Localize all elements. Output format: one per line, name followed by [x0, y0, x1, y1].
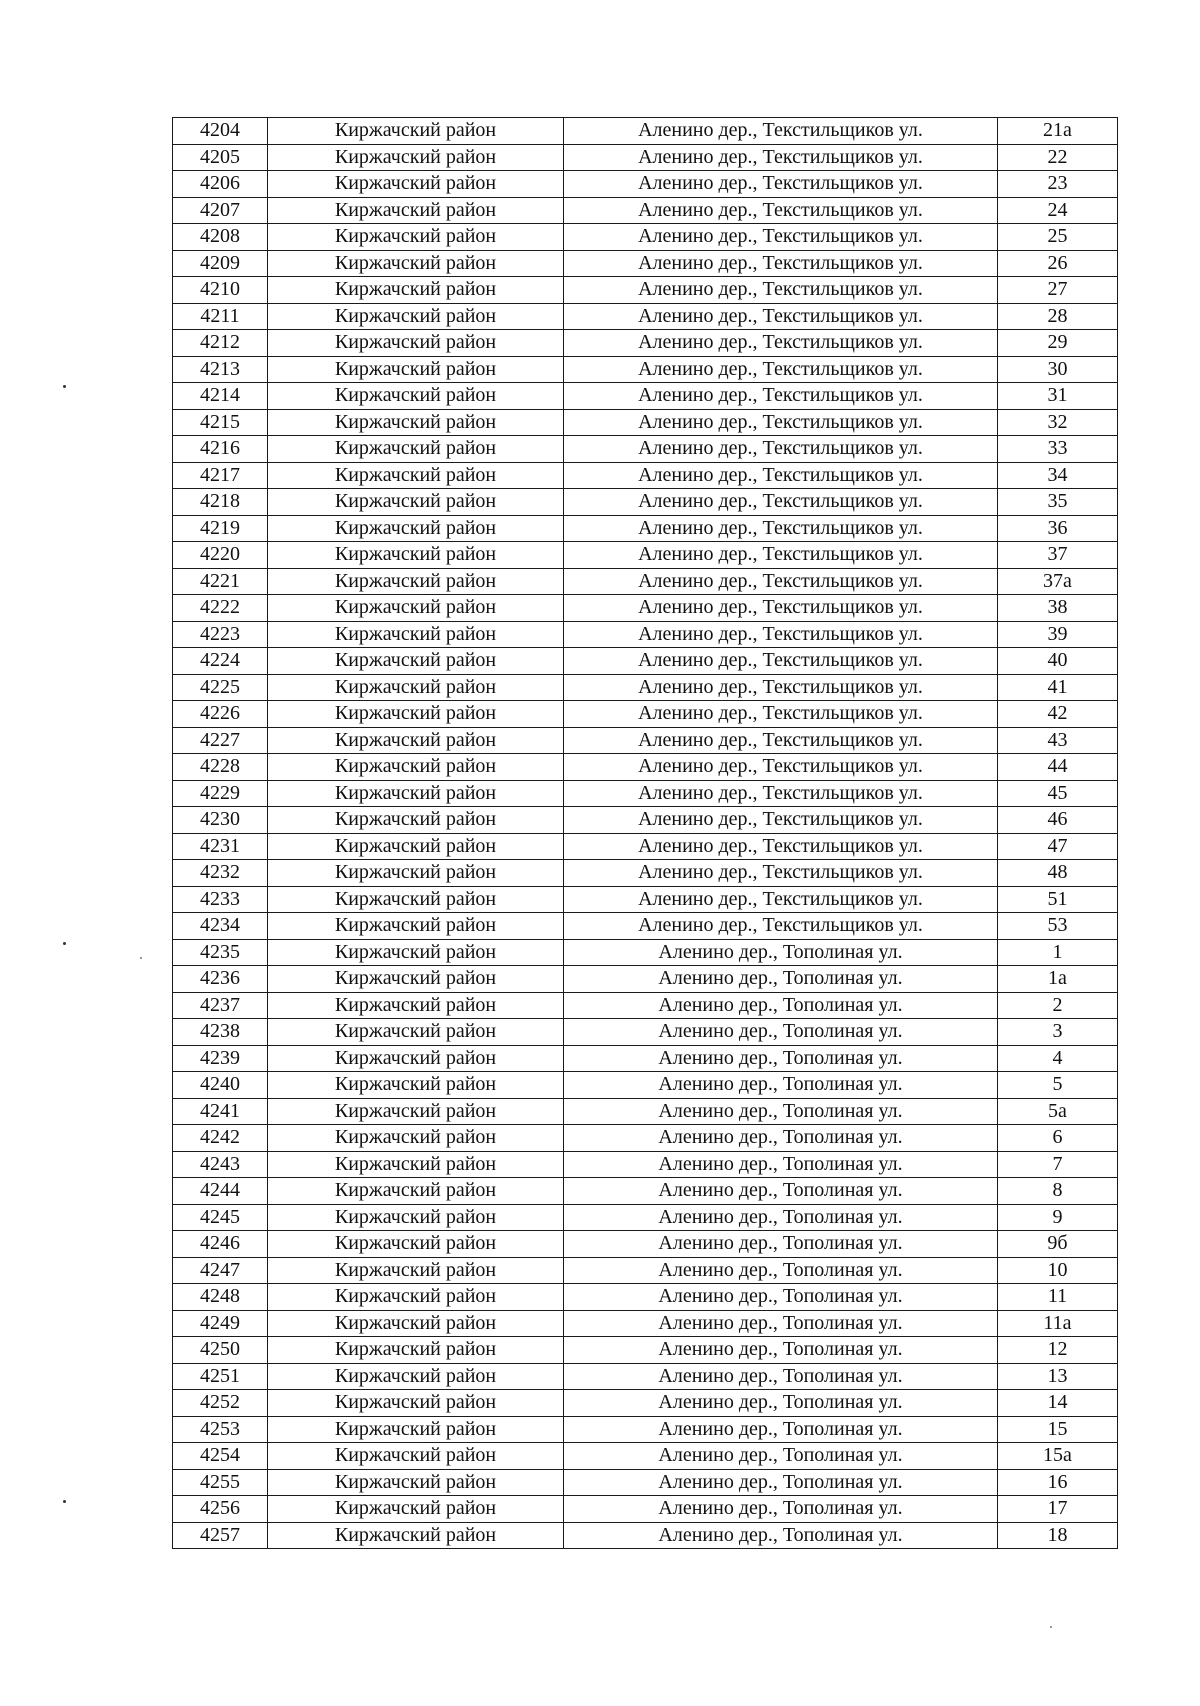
row-number-cell: 4246 — [173, 1231, 268, 1258]
house-number-cell: 5а — [998, 1098, 1118, 1125]
house-number-cell: 48 — [998, 860, 1118, 887]
table-row — [173, 171, 1118, 198]
house-number-cell: 35 — [998, 489, 1118, 516]
house-number-cell: 5 — [998, 1072, 1118, 1099]
table-row — [173, 1072, 1118, 1099]
district-cell: Киржачский район — [268, 833, 564, 860]
house-number-cell: 16 — [998, 1469, 1118, 1496]
district-cell: Киржачский район — [268, 701, 564, 728]
district-cell: Киржачский район — [268, 1337, 564, 1364]
row-number-cell: 4247 — [173, 1257, 268, 1284]
row-number-cell: 4238 — [173, 1019, 268, 1046]
house-number-cell: 15а — [998, 1443, 1118, 1470]
house-number-cell: 47 — [998, 833, 1118, 860]
row-number-cell: 4243 — [173, 1151, 268, 1178]
district-cell: Киржачский район — [268, 330, 564, 357]
district-cell: Киржачский район — [268, 1098, 564, 1125]
row-number-cell: 4213 — [173, 356, 268, 383]
address-cell: Аленино дер., Тополиная ул. — [564, 1390, 998, 1417]
house-number-cell: 22 — [998, 144, 1118, 171]
address-cell: Аленино дер., Тополиная ул. — [564, 1363, 998, 1390]
house-number-cell: 36 — [998, 515, 1118, 542]
address-cell: Аленино дер., Тополиная ул. — [564, 1496, 998, 1523]
table-row — [173, 1469, 1118, 1496]
scan-speck — [63, 1500, 66, 1503]
house-number-cell: 11 — [998, 1284, 1118, 1311]
address-cell: Аленино дер., Текстильщиков ул. — [564, 330, 998, 357]
table-row — [173, 913, 1118, 940]
table-row — [173, 515, 1118, 542]
table-row — [173, 1019, 1118, 1046]
address-cell: Аленино дер., Текстильщиков ул. — [564, 250, 998, 277]
scan-speck — [1050, 1626, 1052, 1628]
district-cell: Киржачский район — [268, 568, 564, 595]
address-cell: Аленино дер., Текстильщиков ул. — [564, 409, 998, 436]
row-number-cell: 4249 — [173, 1310, 268, 1337]
house-number-cell: 37 — [998, 542, 1118, 569]
row-number-cell: 4241 — [173, 1098, 268, 1125]
address-cell: Аленино дер., Тополиная ул. — [564, 1284, 998, 1311]
district-cell: Киржачский район — [268, 966, 564, 993]
district-cell: Киржачский район — [268, 913, 564, 940]
table-row — [173, 886, 1118, 913]
address-cell: Аленино дер., Текстильщиков ул. — [564, 833, 998, 860]
address-cell: Аленино дер., Тополиная ул. — [564, 966, 998, 993]
district-cell: Киржачский район — [268, 1045, 564, 1072]
district-cell: Киржачский район — [268, 886, 564, 913]
row-number-cell: 4209 — [173, 250, 268, 277]
district-cell: Киржачский район — [268, 939, 564, 966]
address-cell: Аленино дер., Тополиная ул. — [564, 1204, 998, 1231]
row-number-cell: 4204 — [173, 118, 268, 145]
district-cell: Киржачский район — [268, 1231, 564, 1258]
house-number-cell: 4 — [998, 1045, 1118, 1072]
table-row — [173, 436, 1118, 463]
row-number-cell: 4220 — [173, 542, 268, 569]
table-row — [173, 1125, 1118, 1152]
district-cell: Киржачский район — [268, 197, 564, 224]
row-number-cell: 4242 — [173, 1125, 268, 1152]
house-number-cell: 32 — [998, 409, 1118, 436]
row-number-cell: 4227 — [173, 727, 268, 754]
table-row — [173, 1337, 1118, 1364]
table-row — [173, 197, 1118, 224]
address-cell: Аленино дер., Текстильщиков ул. — [564, 118, 998, 145]
table-row — [173, 1390, 1118, 1417]
table-row — [173, 727, 1118, 754]
table-row — [173, 1231, 1118, 1258]
address-cell: Аленино дер., Тополиная ул. — [564, 1522, 998, 1549]
district-cell: Киржачский район — [268, 1019, 564, 1046]
address-cell: Аленино дер., Тополиная ул. — [564, 1019, 998, 1046]
house-number-cell: 9б — [998, 1231, 1118, 1258]
house-number-cell: 12 — [998, 1337, 1118, 1364]
table-row — [173, 939, 1118, 966]
district-cell: Киржачский район — [268, 754, 564, 781]
district-cell: Киржачский район — [268, 1496, 564, 1523]
table-row — [173, 1098, 1118, 1125]
house-number-cell: 43 — [998, 727, 1118, 754]
address-cell: Аленино дер., Текстильщиков ул. — [564, 144, 998, 171]
row-number-cell: 4222 — [173, 595, 268, 622]
house-number-cell: 23 — [998, 171, 1118, 198]
address-cell: Аленино дер., Текстильщиков ул. — [564, 568, 998, 595]
row-number-cell: 4245 — [173, 1204, 268, 1231]
district-cell: Киржачский район — [268, 621, 564, 648]
district-cell: Киржачский район — [268, 807, 564, 834]
scan-speck — [63, 942, 66, 945]
district-cell: Киржачский район — [268, 595, 564, 622]
house-number-cell: 15 — [998, 1416, 1118, 1443]
district-cell: Киржачский район — [268, 277, 564, 304]
address-cell: Аленино дер., Тополиная ул. — [564, 1257, 998, 1284]
row-number-cell: 4208 — [173, 224, 268, 251]
house-number-cell: 45 — [998, 780, 1118, 807]
house-number-cell: 7 — [998, 1151, 1118, 1178]
row-number-cell: 4216 — [173, 436, 268, 463]
address-cell: Аленино дер., Тополиная ул. — [564, 939, 998, 966]
address-cell: Аленино дер., Текстильщиков ул. — [564, 356, 998, 383]
district-cell: Киржачский район — [268, 674, 564, 701]
house-number-cell: 25 — [998, 224, 1118, 251]
address-cell: Аленино дер., Текстильщиков ул. — [564, 886, 998, 913]
row-number-cell: 4239 — [173, 1045, 268, 1072]
table-row — [173, 1443, 1118, 1470]
house-number-cell: 46 — [998, 807, 1118, 834]
table-row — [173, 250, 1118, 277]
address-cell: Аленино дер., Текстильщиков ул. — [564, 913, 998, 940]
address-cell: Аленино дер., Текстильщиков ул. — [564, 515, 998, 542]
house-number-cell: 3 — [998, 1019, 1118, 1046]
address-cell: Аленино дер., Текстильщиков ул. — [564, 701, 998, 728]
house-number-cell: 44 — [998, 754, 1118, 781]
address-cell: Аленино дер., Тополиная ул. — [564, 1231, 998, 1258]
address-cell: Аленино дер., Текстильщиков ул. — [564, 727, 998, 754]
row-number-cell: 4232 — [173, 860, 268, 887]
district-cell: Киржачский район — [268, 727, 564, 754]
district-cell: Киржачский район — [268, 224, 564, 251]
house-number-cell: 33 — [998, 436, 1118, 463]
table-row — [173, 356, 1118, 383]
house-number-cell: 6 — [998, 1125, 1118, 1152]
district-cell: Киржачский район — [268, 1072, 564, 1099]
house-number-cell: 26 — [998, 250, 1118, 277]
table-row — [173, 383, 1118, 410]
address-cell: Аленино дер., Тополиная ул. — [564, 1310, 998, 1337]
table-row — [173, 303, 1118, 330]
table-row — [173, 330, 1118, 357]
table-row — [173, 409, 1118, 436]
district-cell: Киржачский район — [268, 436, 564, 463]
table-row — [173, 277, 1118, 304]
address-cell: Аленино дер., Тополиная ул. — [564, 1072, 998, 1099]
row-number-cell: 4212 — [173, 330, 268, 357]
district-cell: Киржачский район — [268, 1310, 564, 1337]
district-cell: Киржачский район — [268, 1416, 564, 1443]
district-cell: Киржачский район — [268, 489, 564, 516]
row-number-cell: 4219 — [173, 515, 268, 542]
address-cell: Аленино дер., Тополиная ул. — [564, 1443, 998, 1470]
address-cell: Аленино дер., Тополиная ул. — [564, 992, 998, 1019]
row-number-cell: 4205 — [173, 144, 268, 171]
district-cell: Киржачский район — [268, 356, 564, 383]
address-cell: Аленино дер., Текстильщиков ул. — [564, 436, 998, 463]
district-cell: Киржачский район — [268, 462, 564, 489]
row-number-cell: 4253 — [173, 1416, 268, 1443]
row-number-cell: 4224 — [173, 648, 268, 675]
table-row — [173, 1416, 1118, 1443]
address-cell: Аленино дер., Текстильщиков ул. — [564, 648, 998, 675]
house-number-cell: 39 — [998, 621, 1118, 648]
address-registry-body — [173, 118, 1118, 1549]
table-row — [173, 1045, 1118, 1072]
row-number-cell: 4221 — [173, 568, 268, 595]
table-row — [173, 1204, 1118, 1231]
table-row — [173, 1310, 1118, 1337]
address-cell: Аленино дер., Тополиная ул. — [564, 1178, 998, 1205]
district-cell: Киржачский район — [268, 118, 564, 145]
row-number-cell: 4254 — [173, 1443, 268, 1470]
district-cell: Киржачский район — [268, 1125, 564, 1152]
address-cell: Аленино дер., Тополиная ул. — [564, 1045, 998, 1072]
table-row — [173, 1284, 1118, 1311]
row-number-cell: 4217 — [173, 462, 268, 489]
address-cell: Аленино дер., Текстильщиков ул. — [564, 171, 998, 198]
address-cell: Аленино дер., Текстильщиков ул. — [564, 462, 998, 489]
district-cell: Киржачский район — [268, 515, 564, 542]
address-cell: Аленино дер., Текстильщиков ул. — [564, 674, 998, 701]
row-number-cell: 4206 — [173, 171, 268, 198]
row-number-cell: 4229 — [173, 780, 268, 807]
table-row — [173, 462, 1118, 489]
district-cell: Киржачский район — [268, 1151, 564, 1178]
address-cell: Аленино дер., Текстильщиков ул. — [564, 754, 998, 781]
row-number-cell: 4255 — [173, 1469, 268, 1496]
row-number-cell: 4236 — [173, 966, 268, 993]
row-number-cell: 4226 — [173, 701, 268, 728]
district-cell: Киржачский район — [268, 409, 564, 436]
row-number-cell: 4228 — [173, 754, 268, 781]
table-row — [173, 860, 1118, 887]
row-number-cell: 4211 — [173, 303, 268, 330]
row-number-cell: 4223 — [173, 621, 268, 648]
row-number-cell: 4252 — [173, 1390, 268, 1417]
district-cell: Киржачский район — [268, 1363, 564, 1390]
house-number-cell: 13 — [998, 1363, 1118, 1390]
table-row — [173, 621, 1118, 648]
table-row — [173, 754, 1118, 781]
house-number-cell: 14 — [998, 1390, 1118, 1417]
district-cell: Киржачский район — [268, 1390, 564, 1417]
address-cell: Аленино дер., Текстильщиков ул. — [564, 383, 998, 410]
district-cell: Киржачский район — [268, 1469, 564, 1496]
row-number-cell: 4251 — [173, 1363, 268, 1390]
table-row — [173, 1178, 1118, 1205]
table-row — [173, 1257, 1118, 1284]
house-number-cell: 38 — [998, 595, 1118, 622]
house-number-cell: 51 — [998, 886, 1118, 913]
house-number-cell: 27 — [998, 277, 1118, 304]
district-cell: Киржачский район — [268, 1522, 564, 1549]
address-registry-table — [172, 117, 1118, 1549]
house-number-cell: 24 — [998, 197, 1118, 224]
table-row — [173, 542, 1118, 569]
table-row — [173, 595, 1118, 622]
row-number-cell: 4231 — [173, 833, 268, 860]
address-cell: Аленино дер., Текстильщиков ул. — [564, 489, 998, 516]
house-number-cell: 40 — [998, 648, 1118, 675]
house-number-cell: 31 — [998, 383, 1118, 410]
address-cell: Аленино дер., Тополиная ул. — [564, 1151, 998, 1178]
address-cell: Аленино дер., Текстильщиков ул. — [564, 277, 998, 304]
district-cell: Киржачский район — [268, 992, 564, 1019]
address-cell: Аленино дер., Тополиная ул. — [564, 1416, 998, 1443]
table-row — [173, 992, 1118, 1019]
district-cell: Киржачский район — [268, 648, 564, 675]
row-number-cell: 4218 — [173, 489, 268, 516]
house-number-cell: 8 — [998, 1178, 1118, 1205]
address-cell: Аленино дер., Текстильщиков ул. — [564, 542, 998, 569]
row-number-cell: 4257 — [173, 1522, 268, 1549]
house-number-cell: 11а — [998, 1310, 1118, 1337]
address-cell: Аленино дер., Тополиная ул. — [564, 1469, 998, 1496]
row-number-cell: 4235 — [173, 939, 268, 966]
table-row — [173, 674, 1118, 701]
house-number-cell: 2 — [998, 992, 1118, 1019]
house-number-cell: 28 — [998, 303, 1118, 330]
district-cell: Киржачский район — [268, 383, 564, 410]
house-number-cell: 18 — [998, 1522, 1118, 1549]
district-cell: Киржачский район — [268, 171, 564, 198]
house-number-cell: 17 — [998, 1496, 1118, 1523]
address-cell: Аленино дер., Текстильщиков ул. — [564, 621, 998, 648]
house-number-cell: 1 — [998, 939, 1118, 966]
row-number-cell: 4234 — [173, 913, 268, 940]
district-cell: Киржачский район — [268, 1443, 564, 1470]
district-cell: Киржачский район — [268, 303, 564, 330]
row-number-cell: 4207 — [173, 197, 268, 224]
table-row — [173, 568, 1118, 595]
district-cell: Киржачский район — [268, 144, 564, 171]
table-row — [173, 1496, 1118, 1523]
row-number-cell: 4210 — [173, 277, 268, 304]
table-row — [173, 224, 1118, 251]
house-number-cell: 41 — [998, 674, 1118, 701]
district-cell: Киржачский район — [268, 780, 564, 807]
house-number-cell: 42 — [998, 701, 1118, 728]
table-row — [173, 833, 1118, 860]
row-number-cell: 4256 — [173, 1496, 268, 1523]
table-row — [173, 648, 1118, 675]
table-row — [173, 118, 1118, 145]
address-cell: Аленино дер., Тополиная ул. — [564, 1337, 998, 1364]
district-cell: Киржачский район — [268, 1178, 564, 1205]
district-cell: Киржачский район — [268, 542, 564, 569]
district-cell: Киржачский район — [268, 1284, 564, 1311]
address-cell: Аленино дер., Тополиная ул. — [564, 1098, 998, 1125]
house-number-cell: 30 — [998, 356, 1118, 383]
row-number-cell: 4244 — [173, 1178, 268, 1205]
district-cell: Киржачский район — [268, 1204, 564, 1231]
table-row — [173, 701, 1118, 728]
house-number-cell: 9 — [998, 1204, 1118, 1231]
house-number-cell: 10 — [998, 1257, 1118, 1284]
row-number-cell: 4233 — [173, 886, 268, 913]
house-number-cell: 34 — [998, 462, 1118, 489]
district-cell: Киржачский район — [268, 250, 564, 277]
row-number-cell: 4250 — [173, 1337, 268, 1364]
address-cell: Аленино дер., Текстильщиков ул. — [564, 224, 998, 251]
table-row — [173, 144, 1118, 171]
table-row — [173, 966, 1118, 993]
house-number-cell: 53 — [998, 913, 1118, 940]
address-cell: Аленино дер., Тополиная ул. — [564, 1125, 998, 1152]
address-cell: Аленино дер., Текстильщиков ул. — [564, 303, 998, 330]
house-number-cell: 21а — [998, 118, 1118, 145]
address-cell: Аленино дер., Текстильщиков ул. — [564, 807, 998, 834]
district-cell: Киржачский район — [268, 1257, 564, 1284]
row-number-cell: 4225 — [173, 674, 268, 701]
row-number-cell: 4237 — [173, 992, 268, 1019]
row-number-cell: 4215 — [173, 409, 268, 436]
row-number-cell: 4230 — [173, 807, 268, 834]
house-number-cell: 1а — [998, 966, 1118, 993]
district-cell: Киржачский район — [268, 860, 564, 887]
house-number-cell: 37а — [998, 568, 1118, 595]
table-row — [173, 807, 1118, 834]
scan-speck — [63, 385, 66, 388]
address-cell: Аленино дер., Текстильщиков ул. — [564, 860, 998, 887]
address-cell: Аленино дер., Текстильщиков ул. — [564, 595, 998, 622]
row-number-cell: 4248 — [173, 1284, 268, 1311]
table-row — [173, 1151, 1118, 1178]
house-number-cell: 29 — [998, 330, 1118, 357]
row-number-cell: 4240 — [173, 1072, 268, 1099]
table-row — [173, 1522, 1118, 1549]
table-row — [173, 780, 1118, 807]
table-row — [173, 489, 1118, 516]
row-number-cell: 4214 — [173, 383, 268, 410]
scan-speck — [140, 957, 142, 959]
address-cell: Аленино дер., Текстильщиков ул. — [564, 780, 998, 807]
table-row — [173, 1363, 1118, 1390]
address-cell: Аленино дер., Текстильщиков ул. — [564, 197, 998, 224]
